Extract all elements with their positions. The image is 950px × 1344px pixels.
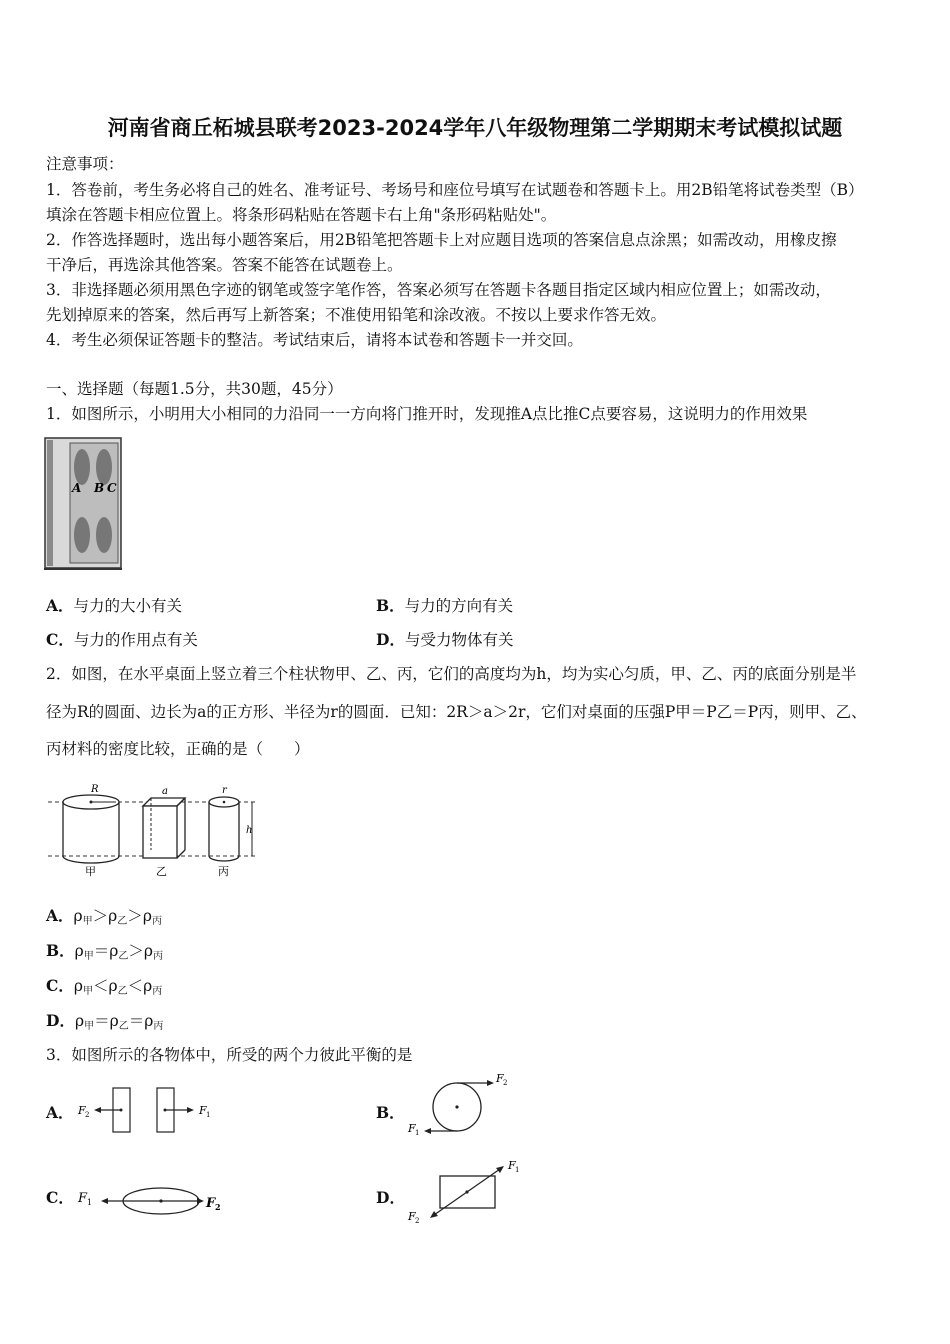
- label-f1: F: [199, 1104, 207, 1117]
- notice-line: 4．考生必须保证答题卡的整洁。考试结束后，请将本试卷和答题卡一并交回。: [46, 331, 583, 349]
- q2-option-b[interactable]: B．$\rho_甲=\rho_乙>\rho_丙$: [46, 941, 164, 962]
- label-sub-1: 1: [206, 1111, 211, 1119]
- label-sub-1: 1: [87, 1198, 93, 1207]
- q2-option-a[interactable]: A．$\rho_甲>\rho_乙>\rho_丙$: [46, 906, 162, 927]
- force-figure-b: [404, 1072, 524, 1142]
- notice-line: 干净后，再选涂其他答案。答案不能答在试题卷上。: [46, 256, 403, 274]
- force-figure-d: [404, 1154, 534, 1226]
- label-f2: F: [408, 1210, 416, 1223]
- notice-heading: 注意事项：: [46, 155, 124, 173]
- label-f2: F: [496, 1072, 504, 1085]
- notice-line: 3．非选择题必须用黑色字迹的钢笔或签字笔作答，答案必须写在答题卡各题目指定区域内相应位置上；如需改动，: [46, 281, 831, 299]
- question-3-stem: 3．如图所示的各物体中，所受的两个力彼此平衡的是: [46, 1046, 413, 1064]
- q2-option-d[interactable]: D．$\rho_甲=\rho_乙=\rho_丙$: [46, 1011, 164, 1032]
- section-heading: 一、选择题（每题1.5分，共30题，45分）: [46, 380, 343, 398]
- q1-option-c[interactable]: C．与力的作用点有关: [46, 630, 198, 649]
- q1-option-b[interactable]: B．与力的方向有关: [376, 596, 514, 615]
- q3-option-a[interactable]: A．: [46, 1103, 74, 1122]
- label-f1: F: [508, 1159, 516, 1172]
- door-label-b: B: [94, 481, 105, 495]
- label-f2: F: [78, 1104, 86, 1117]
- force-figure-a: [76, 1086, 226, 1136]
- columns-figure: [46, 782, 272, 878]
- door-figure: [44, 437, 124, 571]
- page-title: 河南省商丘柘城县联考2023-2024学年八年级物理第二学期期末考试模拟试题: [107, 116, 843, 140]
- label-bing: 丙: [218, 865, 229, 878]
- force-figure-c: [76, 1180, 236, 1224]
- question-2-stem: 丙材料的密度比较，正确的是（ ）: [46, 740, 310, 758]
- label-sub-2: 2: [85, 1111, 90, 1119]
- label-jia: 甲: [85, 865, 96, 878]
- notice-line: 先划掉原来的答案，然后再写上新答案；不准使用铅笔和涂改液。不按以上要求作答无效。: [46, 306, 667, 324]
- q1-option-a[interactable]: A．与力的大小有关: [46, 596, 183, 615]
- label-yi: 乙: [156, 865, 167, 878]
- label-R: R: [91, 784, 99, 795]
- label-f2: F: [206, 1196, 216, 1211]
- question-2-stem: 2．如图，在水平桌面上竖立着三个柱状物甲、乙、丙，它们的高度均为h，均为实心匀质，甲、乙、丙的底面分别是半: [46, 665, 857, 683]
- label-sub-2: 2: [415, 1217, 420, 1225]
- label-sub-2: 2: [503, 1079, 508, 1087]
- notice-line: 1．答卷前，考生务必将自己的姓名、准考证号、考场号和座位号填写在试题卷和答题卡上。用2B铅笔将试卷类型（B）: [46, 181, 864, 199]
- q1-option-d[interactable]: D．与受力物体有关: [376, 630, 514, 649]
- label-sub-2: 2: [215, 1202, 221, 1212]
- label-h: h: [246, 825, 253, 836]
- q2-option-c[interactable]: C．$\rho_甲<\rho_乙<\rho_丙$: [46, 976, 163, 997]
- notice-line: 填涂在答题卡相应位置上。将条形码粘贴在答题卡右上角"条形码粘贴处"。: [46, 206, 557, 224]
- label-a: a: [162, 786, 168, 797]
- label-f1: F: [78, 1191, 88, 1206]
- label-f1: F: [408, 1122, 416, 1135]
- question-2-stem: 径为R的圆面、边长为a的正方形、半径为r的圆面．已知：2R＞a＞2r，它们对桌面的压强P甲＝P乙＝P丙，则甲、乙、: [46, 703, 867, 721]
- door-label-a: A: [72, 481, 82, 495]
- label-sub-1: 1: [415, 1129, 420, 1137]
- q3-option-c[interactable]: C．: [46, 1188, 74, 1207]
- question-1-stem: 1．如图所示，小明用大小相同的力沿同一一方向将门推开时，发现推A点比推C点要容易，这说明力的作用效果: [46, 405, 808, 423]
- door-label-c: C: [107, 481, 117, 495]
- label-r: r: [222, 785, 227, 796]
- q3-option-d[interactable]: D．: [376, 1188, 405, 1207]
- notice-line: 2．作答选择题时，选出每小题答案后，用2B铅笔把答题卡上对应题目选项的答案信息点涂黑；如需改动，用橡皮擦: [46, 231, 837, 249]
- label-sub-1: 1: [515, 1166, 520, 1174]
- q3-option-b[interactable]: B．: [376, 1103, 405, 1122]
